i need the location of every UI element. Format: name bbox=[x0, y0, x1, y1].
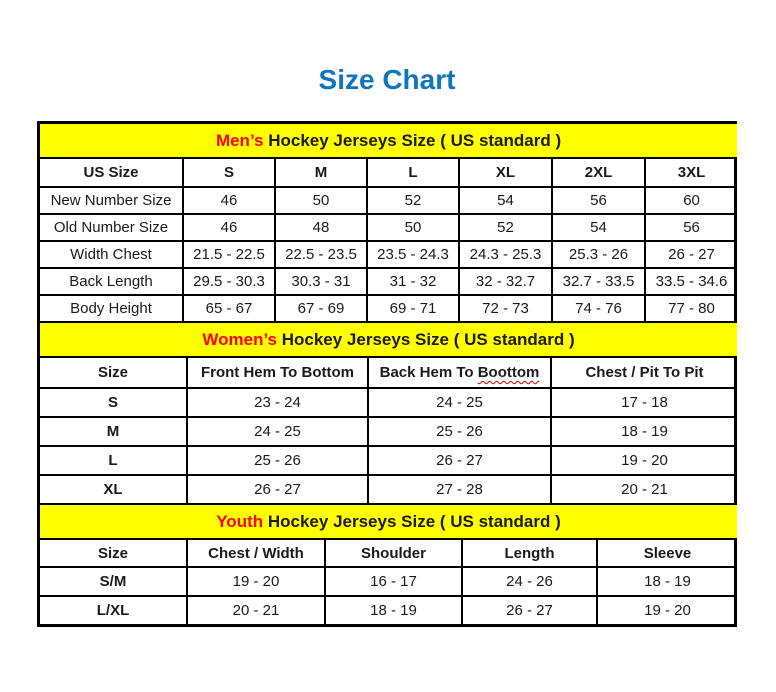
column-header: Shoulder bbox=[325, 539, 462, 567]
size-value: 17 - 18 bbox=[551, 388, 737, 417]
youth-banner-text: Hockey Jerseys Size ( US standard ) bbox=[263, 511, 561, 531]
row-label: M bbox=[40, 417, 187, 446]
size-value: 24 - 26 bbox=[462, 567, 597, 596]
table-row bbox=[40, 268, 737, 295]
mens-section-banner bbox=[40, 124, 737, 158]
column-header: Sleeve bbox=[597, 539, 737, 567]
size-value: 46 bbox=[183, 187, 275, 214]
size-value: 18 - 19 bbox=[325, 596, 462, 624]
size-value: 19 - 20 bbox=[551, 446, 737, 475]
size-value: 18 - 19 bbox=[597, 567, 737, 596]
size-value: 60 bbox=[645, 187, 737, 214]
size-value: 65 - 67 bbox=[183, 295, 275, 322]
table-row bbox=[40, 417, 737, 446]
table-row bbox=[40, 214, 737, 241]
size-value: 24.3 - 25.3 bbox=[459, 241, 552, 268]
size-value: 69 - 71 bbox=[367, 295, 459, 322]
table-row bbox=[40, 388, 737, 417]
mens-size-table bbox=[40, 124, 737, 323]
size-value: 26 - 27 bbox=[368, 446, 551, 475]
column-header: Size bbox=[40, 539, 187, 567]
row-label: S bbox=[40, 388, 187, 417]
size-value: 50 bbox=[367, 214, 459, 241]
column-header: M bbox=[275, 158, 367, 187]
table-row bbox=[40, 187, 737, 214]
row-label: Old Number Size bbox=[40, 214, 183, 241]
mens-banner-highlight: Men’s bbox=[215, 130, 264, 150]
column-header: L bbox=[367, 158, 459, 187]
column-header: XL bbox=[459, 158, 552, 187]
size-value: 20 - 21 bbox=[551, 475, 737, 504]
size-value: 72 - 73 bbox=[459, 295, 552, 322]
womens-header-row bbox=[40, 357, 737, 388]
size-value: 25 - 26 bbox=[368, 417, 551, 446]
size-value: 24 - 25 bbox=[187, 417, 368, 446]
row-label: L/XL bbox=[40, 596, 187, 624]
column-header: Chest / Pit To Pit bbox=[551, 357, 737, 388]
size-value: 26 - 27 bbox=[645, 241, 737, 268]
size-value: 27 - 28 bbox=[368, 475, 551, 504]
size-value: 26 - 27 bbox=[187, 475, 368, 504]
womens-banner-cell bbox=[40, 323, 737, 357]
size-value: 18 - 19 bbox=[551, 417, 737, 446]
womens-banner-text: Hockey Jerseys Size ( US standard ) bbox=[277, 329, 575, 349]
size-value: 33.5 - 34.6 bbox=[645, 268, 737, 295]
column-header: Chest / Width bbox=[187, 539, 325, 567]
size-value: 32.7 - 33.5 bbox=[552, 268, 645, 295]
row-label: New Number Size bbox=[40, 187, 183, 214]
youth-size-table bbox=[40, 505, 737, 624]
mens-header-row bbox=[40, 158, 737, 187]
column-header: Length bbox=[462, 539, 597, 567]
column-header: Front Hem To Bottom bbox=[187, 357, 368, 388]
size-value: 46 bbox=[183, 214, 275, 241]
page-title: Size Chart bbox=[318, 64, 456, 95]
column-header: Size bbox=[40, 357, 187, 388]
row-label: Width Chest bbox=[40, 241, 183, 268]
size-value: 52 bbox=[367, 187, 459, 214]
size-value: 29.5 - 30.3 bbox=[183, 268, 275, 295]
size-value: 54 bbox=[552, 214, 645, 241]
size-value: 19 - 20 bbox=[597, 596, 737, 624]
size-value: 16 - 17 bbox=[325, 567, 462, 596]
size-value: 50 bbox=[275, 187, 367, 214]
table-row bbox=[40, 295, 737, 322]
size-value: 31 - 32 bbox=[367, 268, 459, 295]
table-row bbox=[40, 596, 737, 624]
size-value: 74 - 76 bbox=[552, 295, 645, 322]
column-header: S bbox=[183, 158, 275, 187]
womens-section-banner bbox=[40, 323, 737, 357]
size-value: 22.5 - 23.5 bbox=[275, 241, 367, 268]
misspelled-word: Boottom bbox=[477, 364, 540, 381]
womens-banner-highlight: Women’s bbox=[202, 329, 277, 349]
row-label: Body Height bbox=[40, 295, 183, 322]
column-header-text: Back Hem To bbox=[379, 364, 478, 381]
size-value: 67 - 69 bbox=[275, 295, 367, 322]
size-value: 23 - 24 bbox=[187, 388, 368, 417]
size-value: 30.3 - 31 bbox=[275, 268, 367, 295]
youth-header-row bbox=[40, 539, 737, 567]
mens-banner-cell bbox=[40, 124, 737, 158]
table-row bbox=[40, 241, 737, 268]
size-value: 20 - 21 bbox=[187, 596, 325, 624]
size-value: 25.3 - 26 bbox=[552, 241, 645, 268]
womens-size-table bbox=[40, 323, 737, 505]
row-label: S/M bbox=[40, 567, 187, 596]
size-value: 54 bbox=[459, 187, 552, 214]
row-label: XL bbox=[40, 475, 187, 504]
table-row bbox=[40, 475, 737, 504]
size-value: 24 - 25 bbox=[368, 388, 551, 417]
column-header: US Size bbox=[40, 158, 183, 187]
size-chart-tables bbox=[37, 121, 737, 627]
row-label: Back Length bbox=[40, 268, 183, 295]
table-row bbox=[40, 446, 737, 475]
youth-section-banner bbox=[40, 505, 737, 539]
size-value: 77 - 80 bbox=[645, 295, 737, 322]
size-value: 56 bbox=[552, 187, 645, 214]
table-row bbox=[40, 567, 737, 596]
size-value: 32 - 32.7 bbox=[459, 268, 552, 295]
size-value: 25 - 26 bbox=[187, 446, 368, 475]
size-value: 26 - 27 bbox=[462, 596, 597, 624]
size-value: 23.5 - 24.3 bbox=[367, 241, 459, 268]
column-header: 3XL bbox=[645, 158, 737, 187]
youth-banner-cell bbox=[40, 505, 737, 539]
column-header: 2XL bbox=[552, 158, 645, 187]
size-value: 21.5 - 22.5 bbox=[183, 241, 275, 268]
size-value: 56 bbox=[645, 214, 737, 241]
size-value: 19 - 20 bbox=[187, 567, 325, 596]
column-header bbox=[368, 357, 551, 388]
size-value: 52 bbox=[459, 214, 552, 241]
row-label: L bbox=[40, 446, 187, 475]
mens-banner-text: Hockey Jerseys Size ( US standard ) bbox=[263, 130, 562, 150]
size-value: 48 bbox=[275, 214, 367, 241]
youth-banner-highlight: Youth bbox=[216, 511, 264, 531]
